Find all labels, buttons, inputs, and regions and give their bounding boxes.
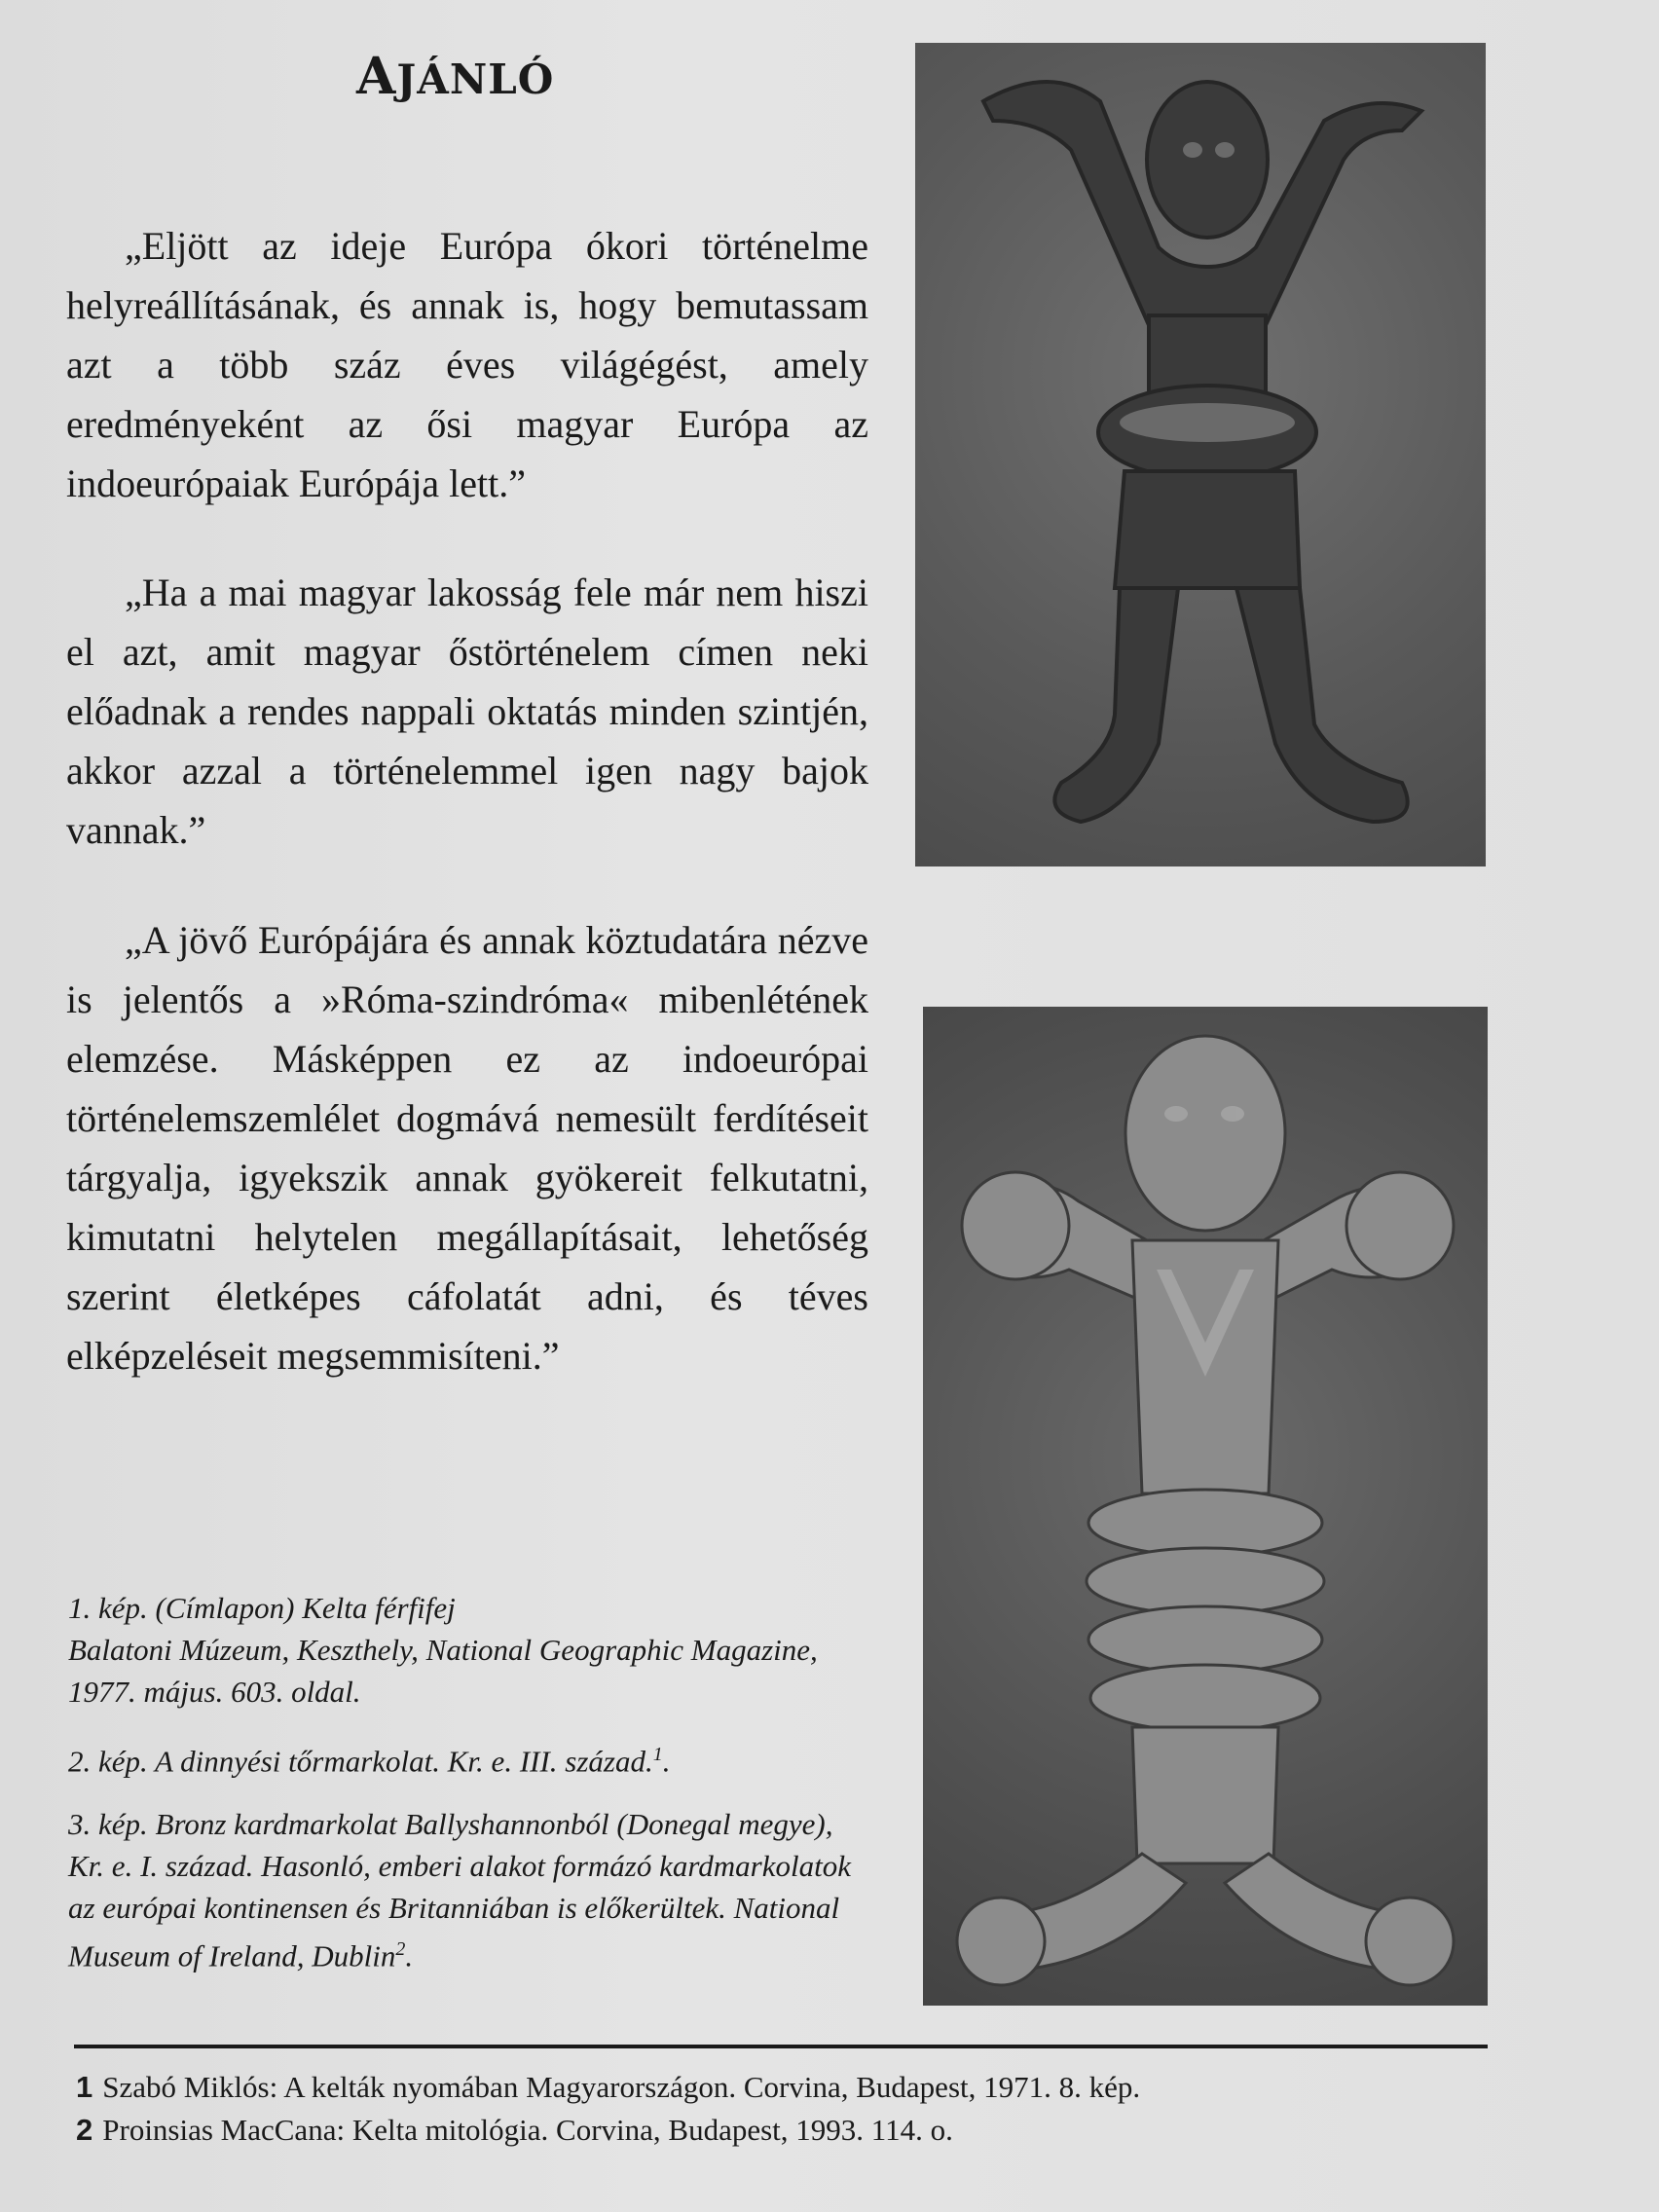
- caption-3-ref: 2: [395, 1938, 406, 1961]
- caption-2: [68, 1734, 866, 1782]
- title-initial: A: [356, 47, 397, 106]
- caption-1: [68, 1587, 866, 1713]
- footnote-1: [76, 2066, 1488, 2109]
- caption-1-line1: 1. kép. (Címlapon) Kelta férfifej: [68, 1591, 456, 1625]
- quote-2: „Ha a mai magyar lakosság fele már nem hiszi el azt, amit magyar őstörténelem címen neki előadnak a rendes nappali oktatás minden szintjén, akkor azzal a történelemmel igen nagy bajok vannak.”: [66, 571, 868, 852]
- footnote-divider: [74, 2045, 1488, 2048]
- caption-2-tail: .: [662, 1744, 671, 1779]
- page-title: [356, 47, 590, 106]
- quote-3: „A jövő Európájára és annak köztudatára nézve is jelentős a »Róma-szindróma« mibenlétének elemzése. Másképpen ez az indoeurópai történelemszemlélet dogmává nemesült ferdítéseit tárgyalja, igyekszik annak gyökereit felkutatni, kimutatni helytelen megállapításait, lehetőség szerint életképes cáfolatát adni, és téves elképzeléseit megsemmisíteni.”: [66, 918, 868, 1378]
- footnote-1-number: 1: [76, 2070, 93, 2104]
- footnote-2-number: 2: [76, 2113, 93, 2147]
- dagger-hilt-illustration: [915, 43, 1486, 866]
- image-captions: [68, 1587, 866, 1999]
- quote-1: „Eljött az ideje Európa ókori történelme helyreállításának, és annak is, hogy bemutassam azt a több száz éves világégést, amely eredményeként az ősi magyar Európa az indoeurópaiak Európája lett.”: [66, 224, 868, 505]
- caption-2-text: 2. kép. A dinnyési tőrmarkolat. Kr. e. III. század.: [68, 1744, 653, 1779]
- photo-dagger-hilt: [915, 43, 1486, 866]
- footnote-2: [76, 2109, 1488, 2152]
- sword-hilt-illustration: [923, 1007, 1488, 2006]
- caption-2-ref: 1: [652, 1744, 663, 1765]
- footnotes: [76, 2066, 1488, 2152]
- photo-sword-hilt: [923, 1007, 1488, 2006]
- caption-3-tail: .: [405, 1938, 414, 1973]
- title-rest: JÁNLÓ: [396, 55, 555, 103]
- caption-3-text: 3. kép. Bronz kardmarkolat Ballyshannonból (Donegal megye), Kr. e. I. század. Hasonló, emberi alakot formázó kardmarkolatok az európai kontinensen és Britanniában is előkerültek. National Museum of Ireland, Dublin: [68, 1807, 851, 1973]
- footnote-2-text: Proinsias MacCana: Kelta mitológia. Corvina, Budapest, 1993. 114. o.: [102, 2113, 953, 2147]
- caption-3: [68, 1803, 866, 1976]
- caption-1-line2: Balatoni Múzeum, Keszthely, National Geographic Magazine, 1977. május. 603. oldal.: [68, 1633, 818, 1709]
- footnote-1-text: Szabó Miklós: A kelták nyomában Magyarországon. Corvina, Budapest, 1971. 8. kép.: [102, 2070, 1141, 2104]
